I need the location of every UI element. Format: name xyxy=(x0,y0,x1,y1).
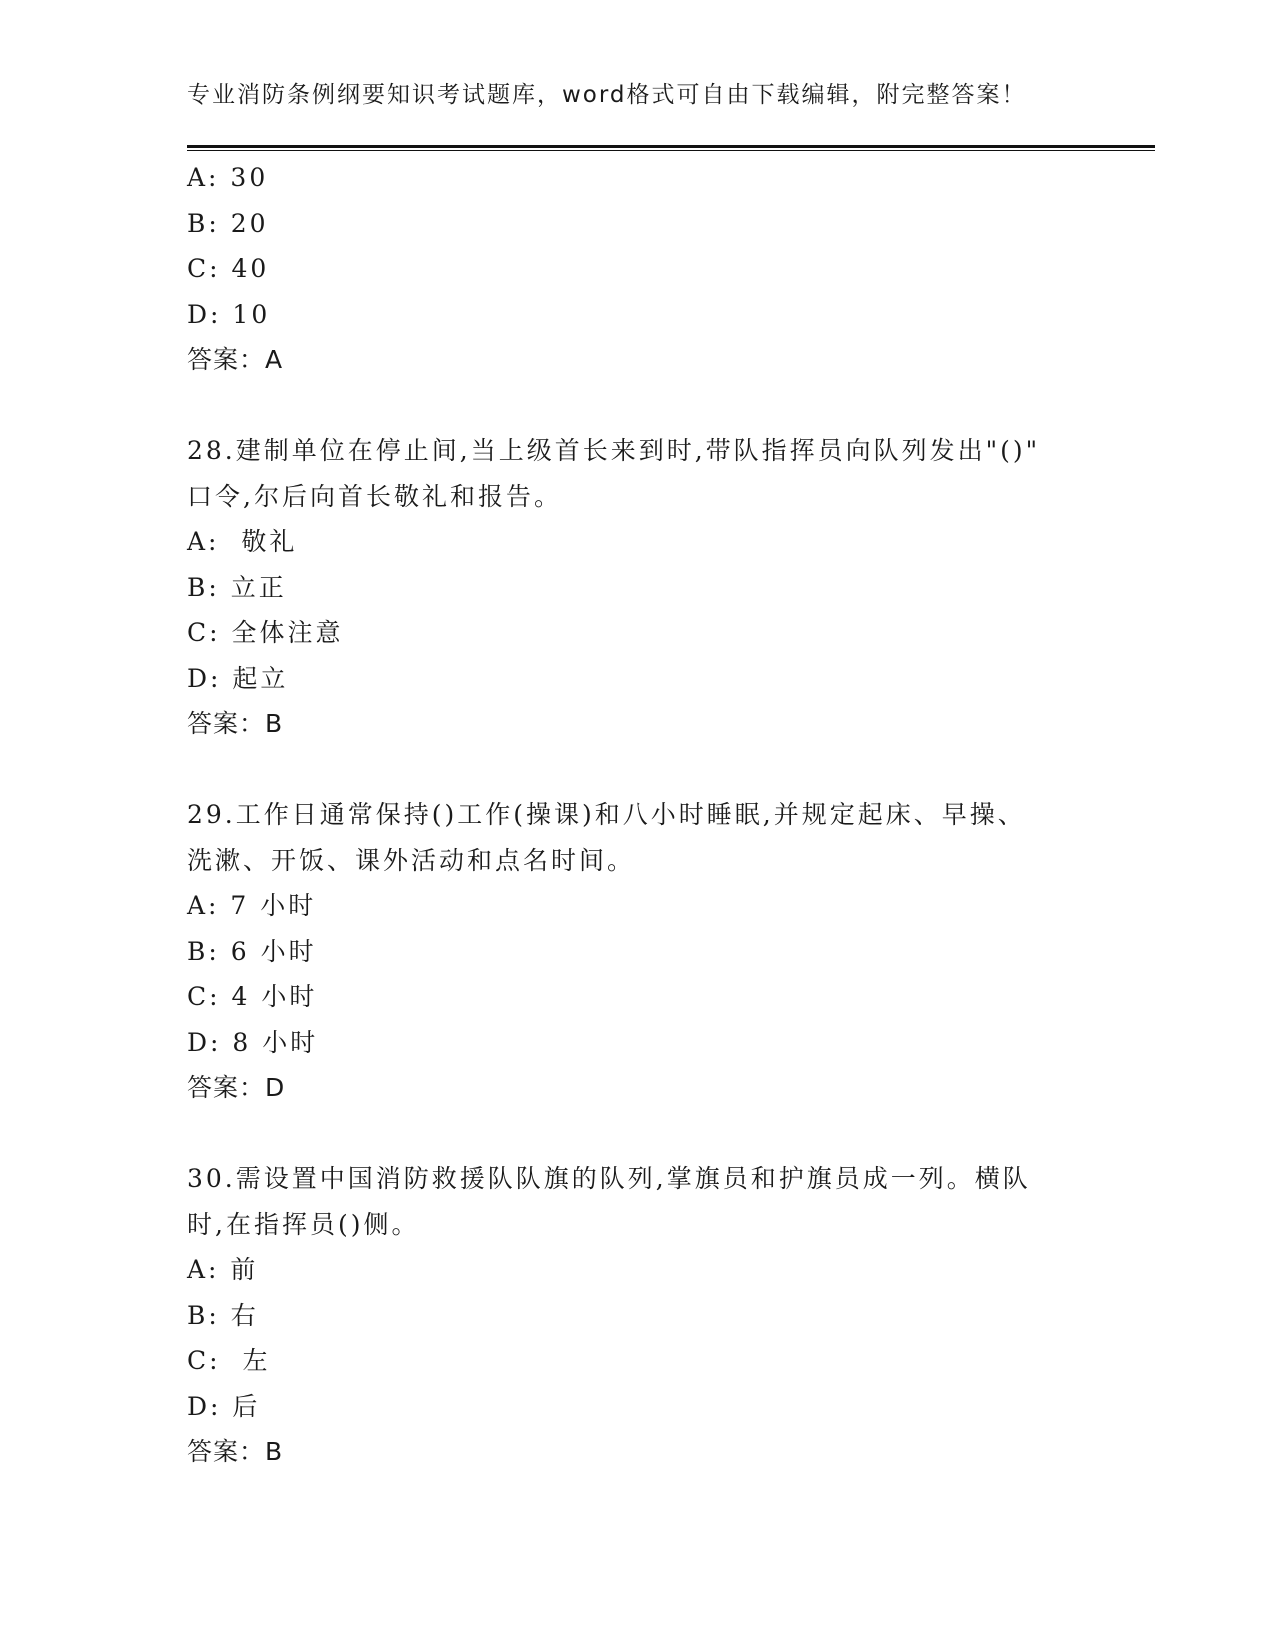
answer-line: 答案：B xyxy=(187,709,284,738)
spacer xyxy=(187,383,1087,429)
question-text-line-2: 口令,尔后向首长敬礼和报告。 xyxy=(187,481,562,511)
option-a: A: 30 xyxy=(187,163,269,192)
header-rule-thick xyxy=(187,145,1155,148)
question-block xyxy=(187,792,1087,1111)
option-b: B: 右 xyxy=(187,1300,259,1330)
header-rule-thin xyxy=(187,150,1155,151)
option-d: D: 8 小时 xyxy=(187,1027,319,1057)
question-list xyxy=(187,155,1087,1475)
question-text-line-2: 洗漱、开饭、课外活动和点名时间。 xyxy=(187,845,636,875)
option-b: B: 6 小时 xyxy=(187,936,317,966)
spacer xyxy=(187,747,1087,793)
option-b: B: 20 xyxy=(187,208,269,238)
option-d: D: 后 xyxy=(187,1391,261,1421)
option-b: B: 立正 xyxy=(187,572,287,602)
answer-line: 答案：D xyxy=(187,1073,286,1102)
question-text-line-1: 30.需设置中国消防救援队队旗的队列,掌旗员和护旗员成一列。横队 xyxy=(187,1164,1031,1193)
page-header: 专业消防条例纲要知识考试题库，word格式可自由下载编辑，附完整答案！ xyxy=(187,82,1027,108)
spacer xyxy=(187,1111,1087,1157)
option-c: C: 全体注意 xyxy=(187,618,344,647)
question-text-line-1: 29.工作日通常保持()工作(操课)和八小时睡眠,并规定起床、早操、 xyxy=(187,800,1026,829)
answer-line: 答案：A xyxy=(187,345,284,374)
question-text-line-1: 28.建制单位在停止间,当上级首长来到时,带队指挥员向队列发出"()" xyxy=(187,436,1041,465)
question-block xyxy=(187,1156,1087,1475)
option-d: D: 10 xyxy=(187,299,271,329)
question-block xyxy=(187,428,1087,747)
answer-line: 答案：B xyxy=(187,1437,284,1466)
option-c: C: 左 xyxy=(187,1346,271,1375)
option-c: C: 40 xyxy=(187,254,270,283)
option-a: A: 前 xyxy=(187,1255,259,1284)
option-c: C: 4 小时 xyxy=(187,982,318,1011)
option-d: D: 起立 xyxy=(187,663,289,693)
question-text-line-2: 时,在指挥员()侧。 xyxy=(187,1209,420,1239)
option-a: A: 敬礼 xyxy=(187,527,298,556)
option-a: A: 7 小时 xyxy=(187,891,317,920)
question-block xyxy=(187,155,1087,383)
